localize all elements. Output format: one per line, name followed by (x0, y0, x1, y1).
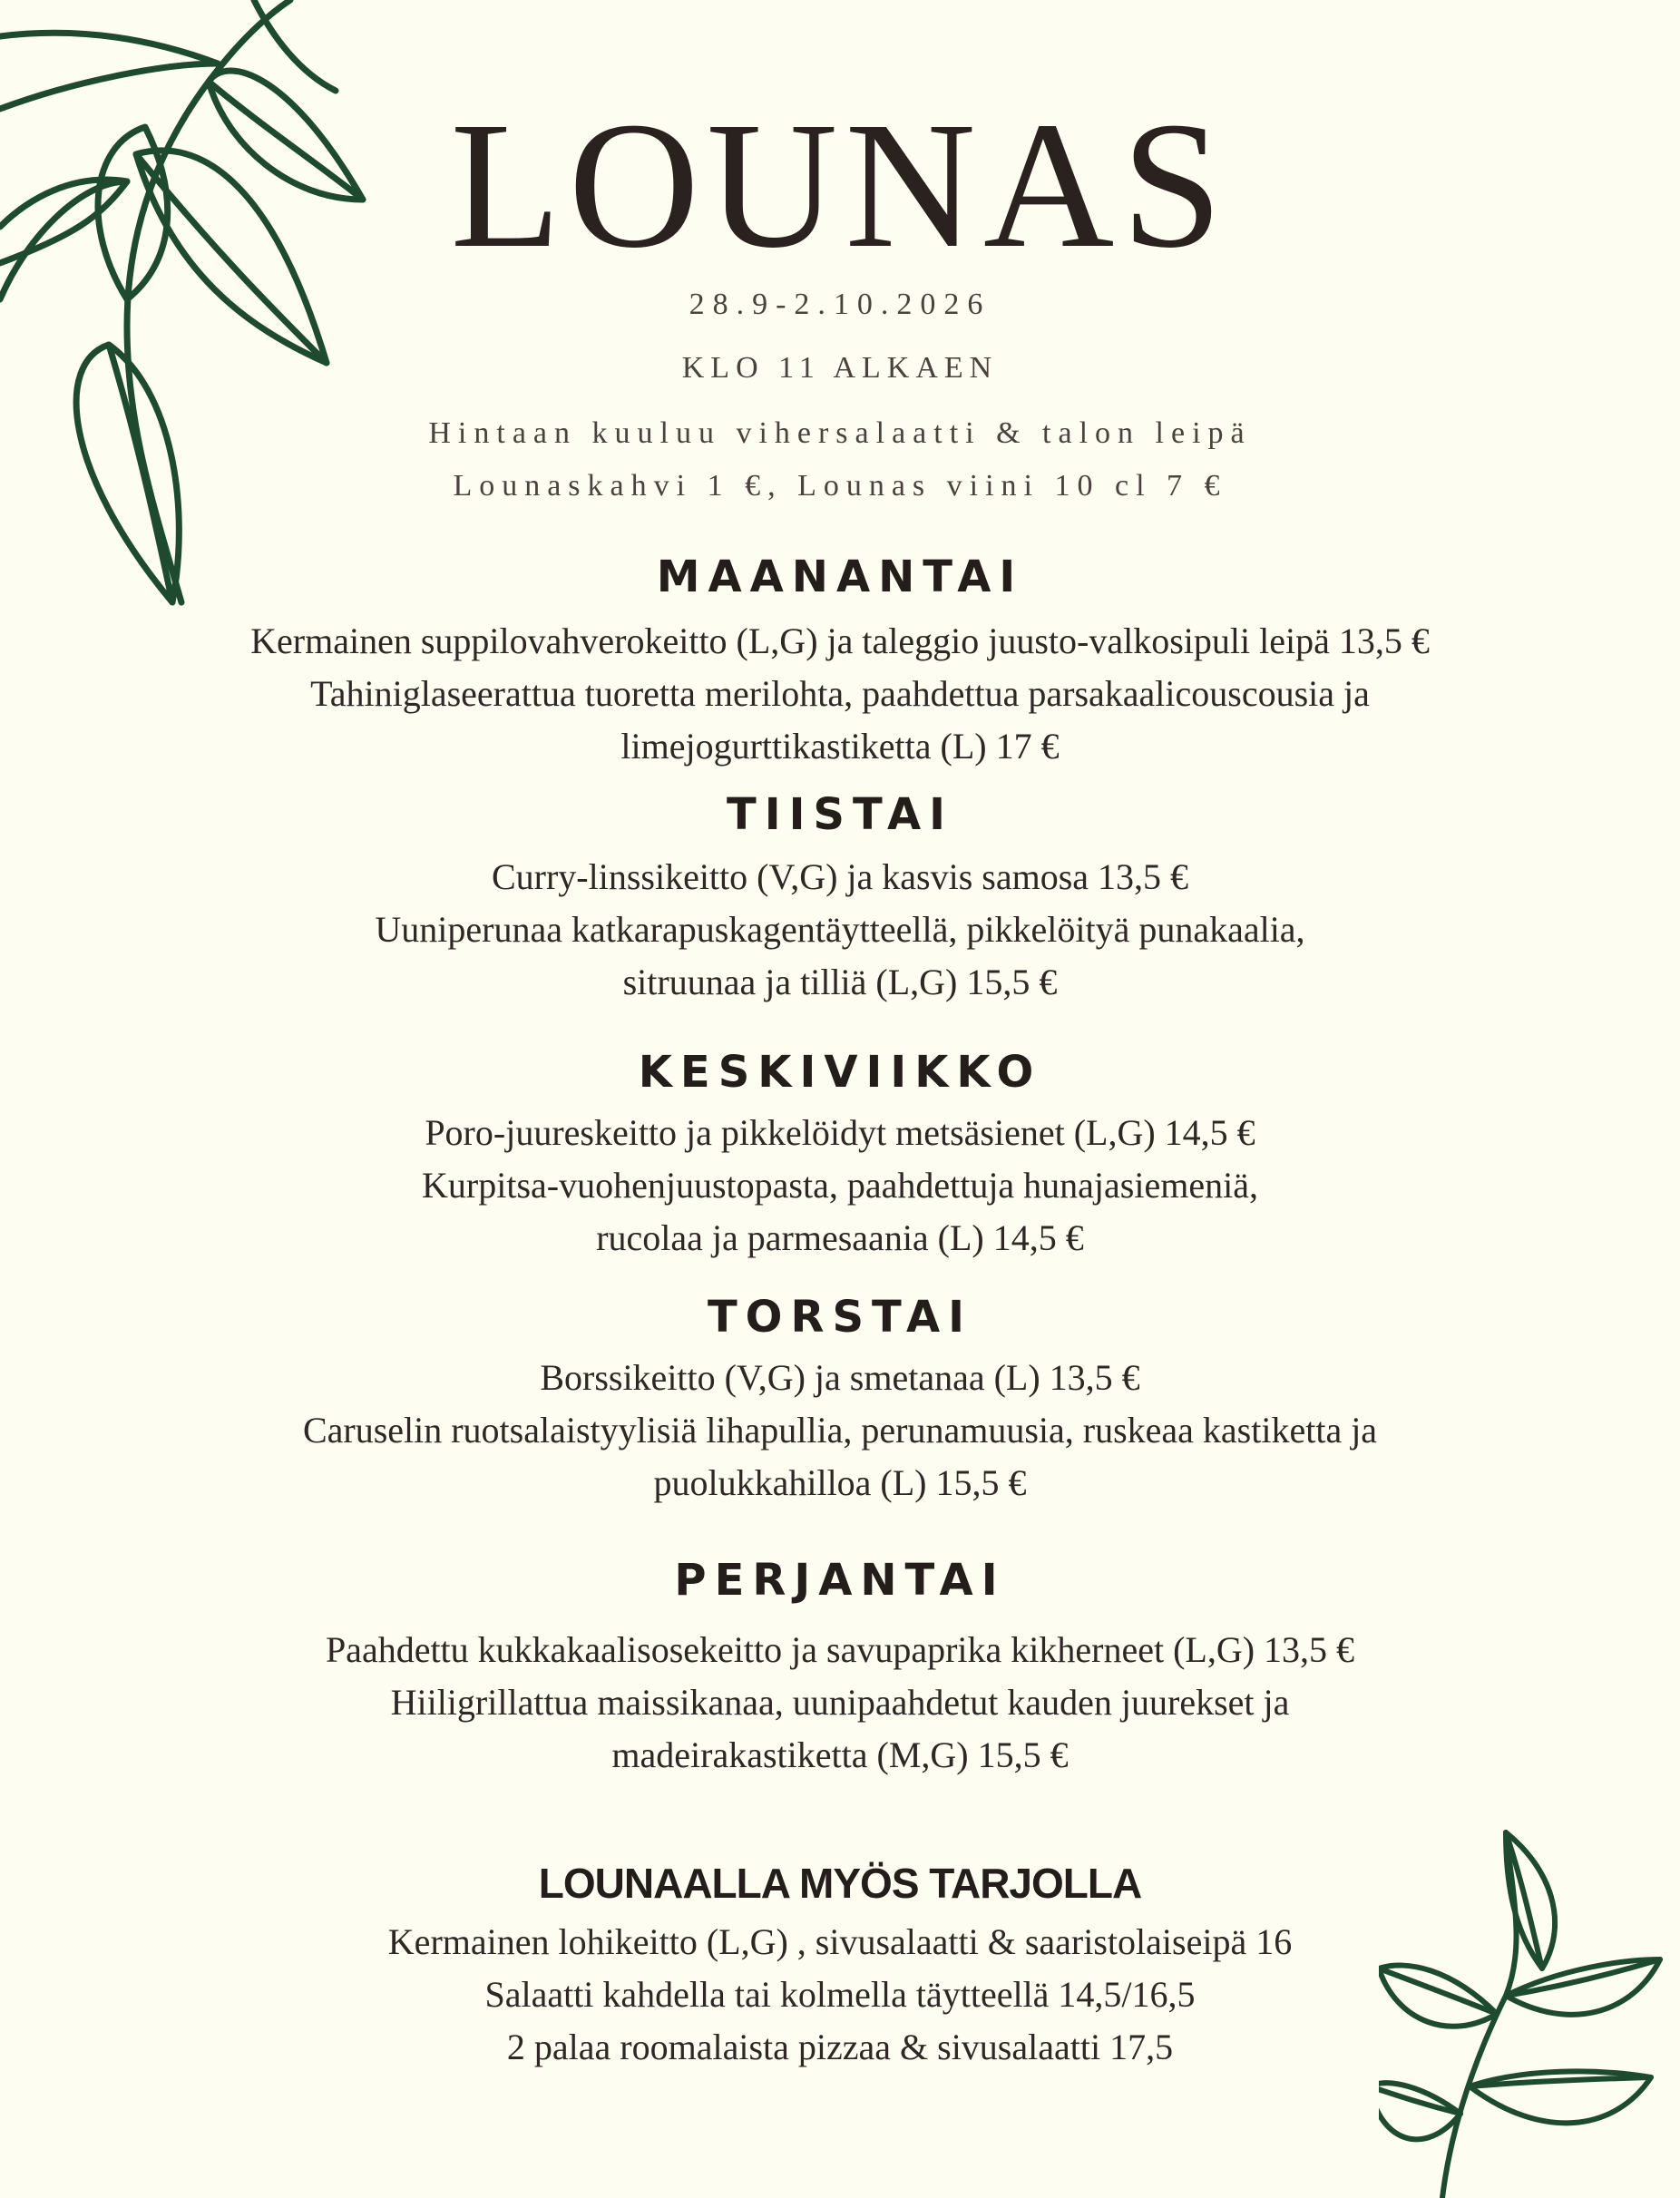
menu-line: Hiiligrillattua maissikanaa, uunipaahdetut kauden juurekset ja (390, 1682, 1290, 1723)
drinks-price-note: Lounaskahvi 1 €, Lounas viini 10 cl 7 € (453, 469, 1227, 503)
menu-line: limejogurttikastiketta (L) 17 € (620, 726, 1060, 767)
menu-line: Kermainen lohikeitto (L,G) , sivusalaatti & saaristolaiseipä 16 (387, 1921, 1293, 1962)
page-title: LOUNAS (450, 85, 1230, 286)
menu-line: 2 palaa roomalaista pizzaa & sivusalaatti 17,5 (506, 2027, 1174, 2067)
day-menu-friday (0, 1624, 1680, 1782)
menu-line: Curry-linssikeitto (V,G) ja kasvis samosa 13,5 € (491, 856, 1189, 897)
day-menu-monday (0, 615, 1680, 773)
menu-line: Borssikeitto (V,G) ja smetanaa (L) 13,5 € (540, 1357, 1140, 1398)
day-heading-monday: MAANANTAI (656, 552, 1024, 602)
menu-line: Caruselin ruotsalaistyylisiä lihapullia, perunamuusia, ruskeaa kastiketta ja (302, 1410, 1378, 1451)
day-menu-tuesday (0, 851, 1680, 1009)
day-heading-friday: PERJANTAI (674, 1555, 1006, 1606)
menu-line: Kermainen suppilovahverokeitto (L,G) ja taleggio juusto-valkosipuli leipä 13,5 € (250, 620, 1430, 661)
menu-line: Salaatti kahdella tai kolmella täytteellä 14,5/16,5 (484, 1974, 1196, 2015)
menu-line: Tahiniglaseerattua tuoretta merilohta, paahdettua parsakaalicouscousia ja (310, 673, 1370, 714)
opening-time: KLO 11 ALKAEN (681, 351, 999, 385)
menu-line: puolukkahilloa (L) 15,5 € (653, 1462, 1027, 1503)
day-menu-wednesday (0, 1107, 1680, 1265)
menu-line: Paahdettu kukkakaalisosekeitto ja savupaprika kikherneet (L,G) 13,5 € (325, 1629, 1355, 1670)
menu-line: Uuniperunaa katkarapuskagentäytteellä, pikkelöityä punakaalia, (375, 909, 1305, 950)
day-heading-wednesday: KESKIVIIKKO (638, 1047, 1042, 1098)
menu-line: madeirakastiketta (M,G) 15,5 € (611, 1734, 1069, 1775)
price-includes-note: Hintaan kuuluu vihersalaatti & talon leipä (428, 416, 1252, 450)
menu-line: rucolaa ja parmesaania (L) 14,5 € (596, 1217, 1084, 1258)
extra-offer-list (0, 1916, 1680, 2074)
day-menu-thursday (0, 1352, 1680, 1509)
menu-line: sitruunaa ja tilliä (L,G) 15,5 € (622, 962, 1058, 1002)
date-range: 28.9-2.10.2026 (689, 288, 991, 321)
extra-offer-heading: LOUNAALLA MYÖS TARJOLLA (538, 1860, 1142, 1907)
day-heading-thursday: TORSTAI (707, 1292, 973, 1343)
menu-line: Kurpitsa-vuohenjuustopasta, paahdettuja hunajasiemeniä, (422, 1165, 1258, 1206)
day-heading-tuesday: TIISTAI (726, 789, 954, 840)
menu-line: Poro-juureskeitto ja pikkelöidyt metsäsienet (L,G) 14,5 € (425, 1112, 1255, 1153)
